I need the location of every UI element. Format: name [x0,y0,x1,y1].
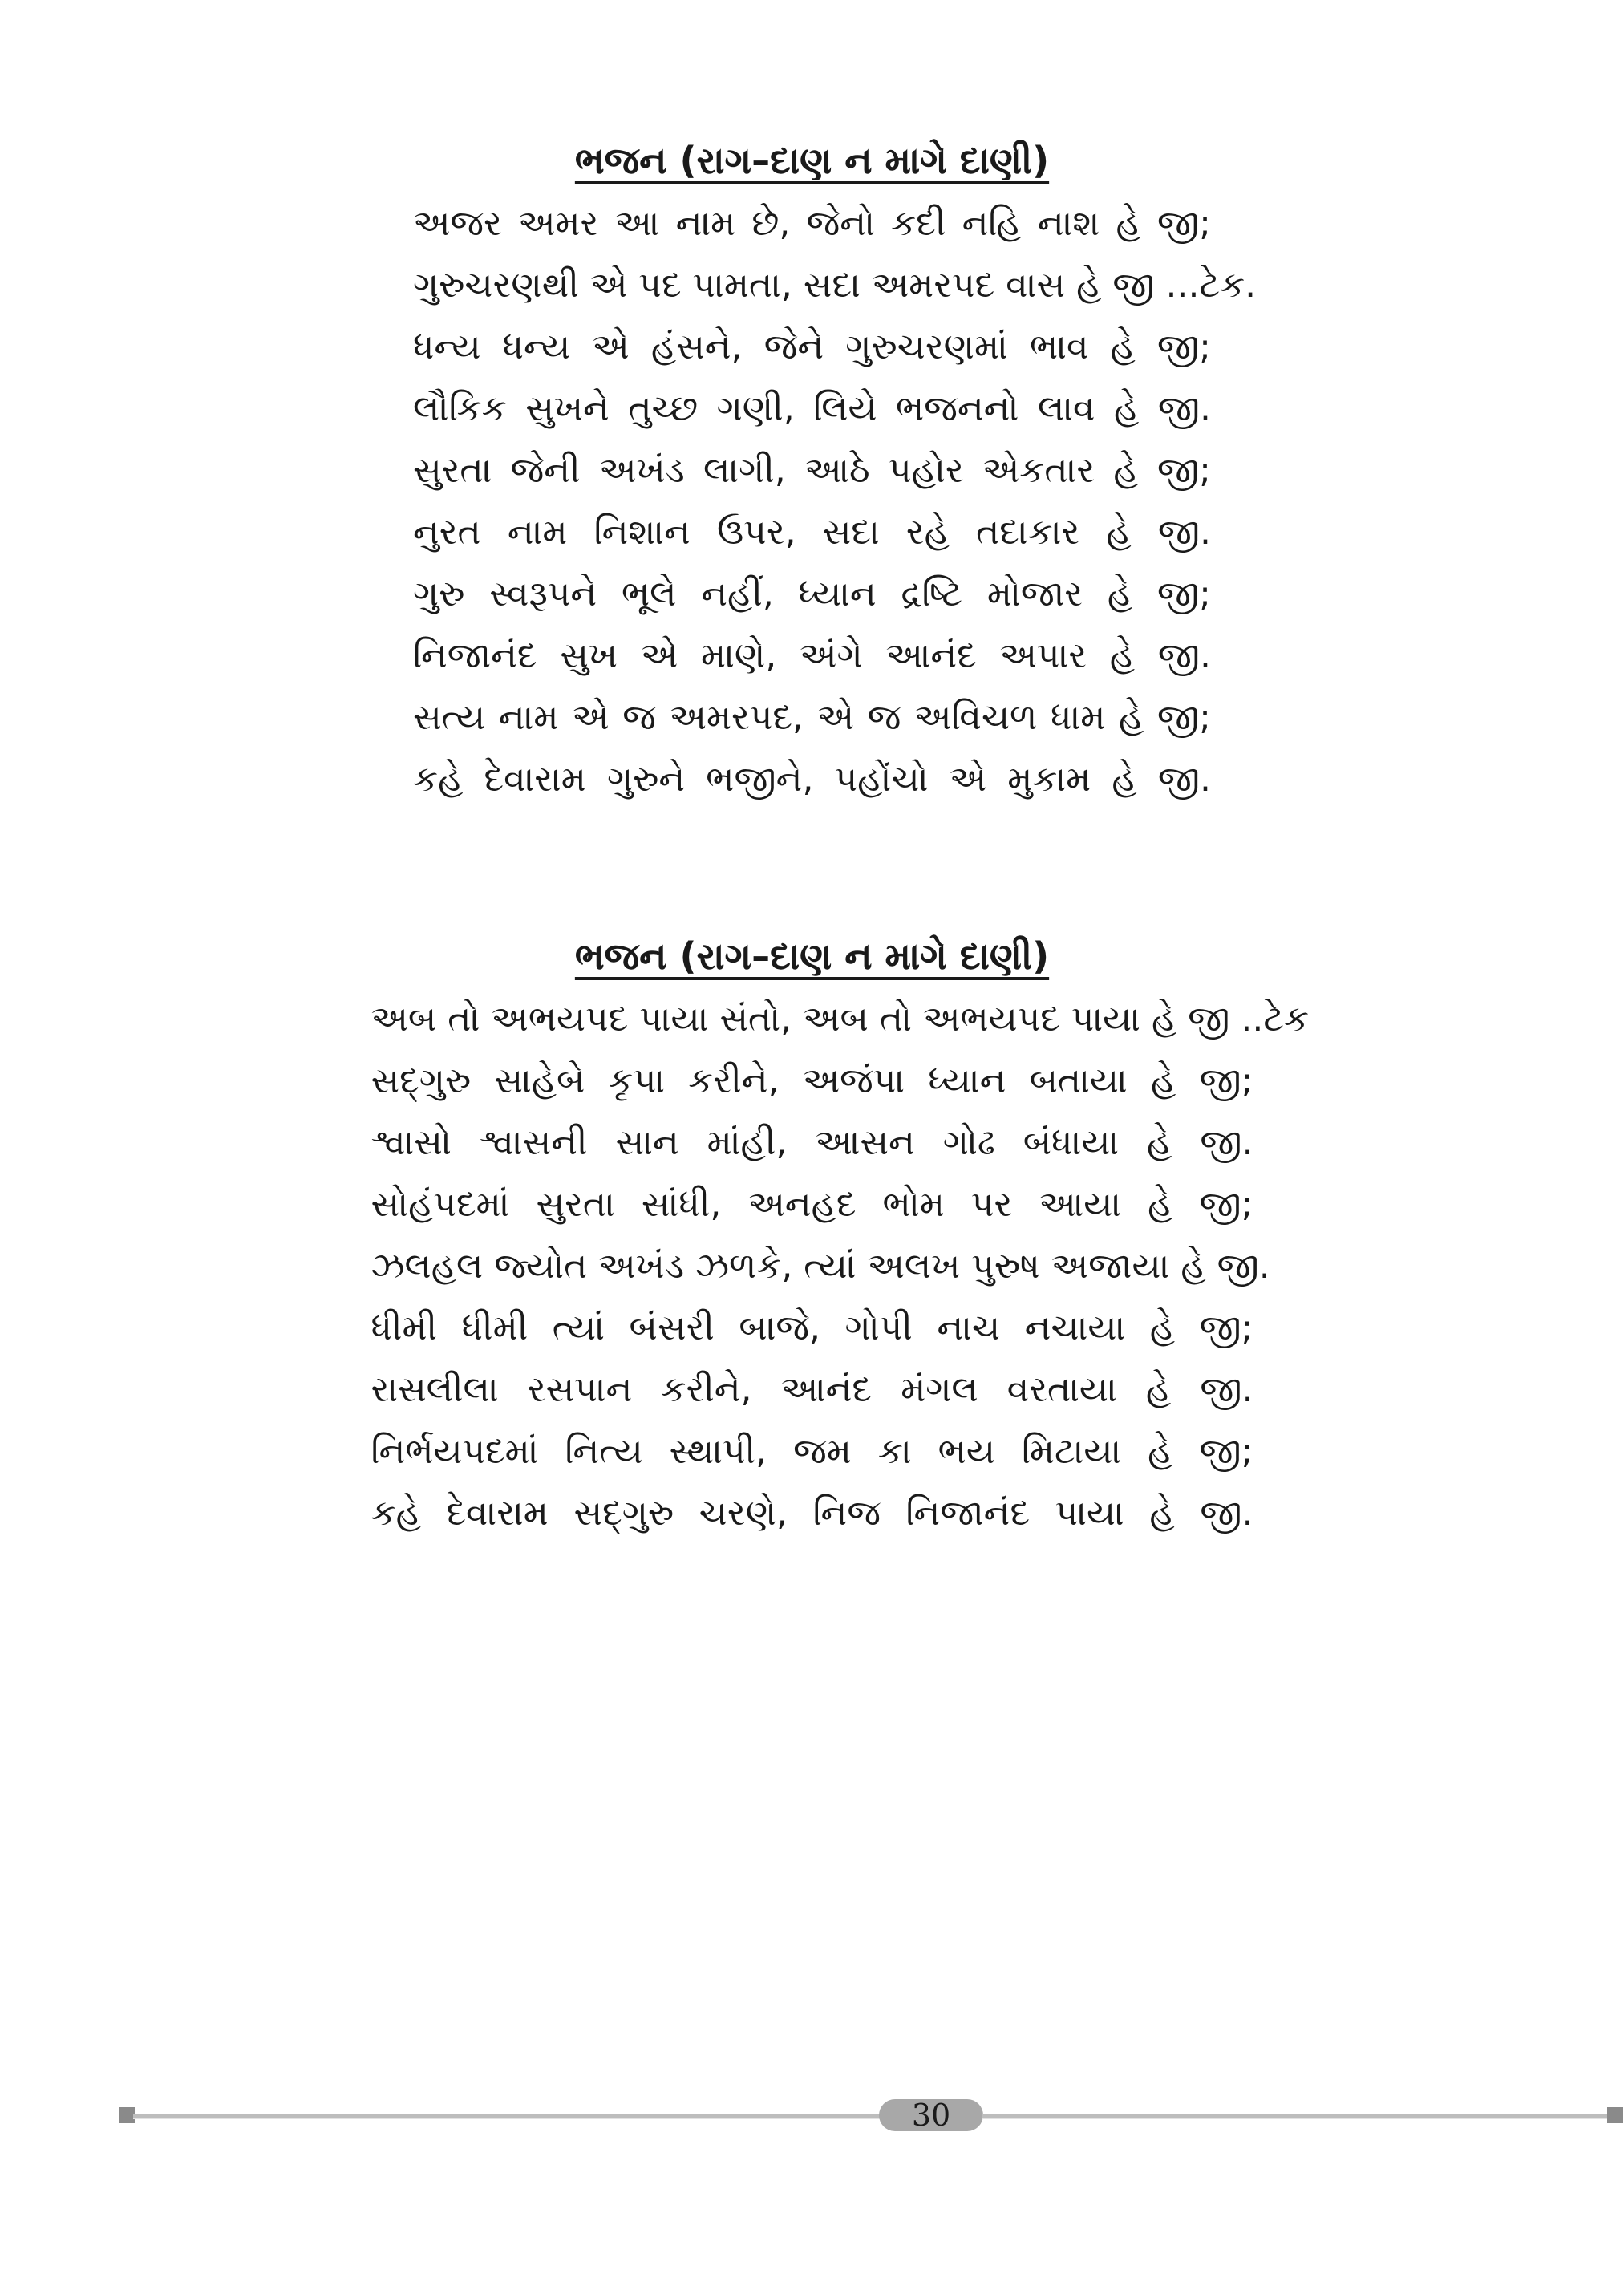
verse-line: લૌકિક સુખને તુચ્છ ગણી, લિયે ભજનનો લાવ હે જી. [413,388,1211,429]
verse-line: સુરતા જેની અખંડ લાગી, આઠે પહોર એકતાર હે જી; [413,450,1211,491]
verse-line: ધીમી ધીમી ત્યાં બંસરી બાજે, ગોપી નાચ નચાયા હે જી; [371,1307,1253,1348]
footer-end-cap-left [119,2107,135,2123]
verse-line: નિજાનંદ સુખ એ માણે, અંગે આનંદ અપાર હે જી. [413,635,1211,676]
verse-line: અજર અમર આ નામ છે, જેનો કદી નહિ નાશ હે જી; [413,203,1211,244]
page-footer [119,2099,1513,2131]
verse-line: ધન્ય ધન્ય એ હંસને, જેને ગુરુચરણમાં ભાવ હે જી; [413,326,1211,367]
verse-line: અબ તો અભયપદ પાયા સંતો, અબ તો અભયપદ પાયા હે જી ..ટેક [371,999,1310,1040]
bhajan-title: ભજન (રાગ–દાણ ન માગે દાણી) [574,139,1050,182]
verse-line: શ્વાસો શ્વાસની સાન માંહી, આસન ગોઢ બંધાયા હે જી. [371,1122,1253,1163]
verse-line: નિર્ભયપદમાં નિત્ય સ્થાપી, જમ કા ભય મિટાયા હે જી; [371,1431,1253,1472]
verse-block [413,193,1257,810]
page-number: 30 [879,2099,983,2131]
verse-line: સદ્‌ગુરુ સાહેબે કૃપા કરીને, અજંપા ધ્યાન બતાયા હે જી; [371,1060,1253,1101]
bhajan-1 [0,136,1624,810]
verse-line: ઝલહલ જ્યોત અખંડ ઝળકે, ત્યાં અલખ પુરુષ અજાયા હે જી. [371,1246,1270,1287]
verse-line: કહે દેવારામ સદ્‌ગુરુ ચરણે, નિજ નિજાનંદ પાયા હે જી. [371,1493,1253,1534]
verse-line: ગુરુ સ્વરૂપને ભૂલે નહીં, ધ્યાન દ્રષ્ટિ મોજાર હે જી; [413,574,1211,614]
verse-line: સોહંપદમાં સુરતા સાંધી, અનહદ ભોમ પર આયા હે જી; [371,1184,1253,1225]
verse-line: રાસલીલા રસપાન કરીને, આનંદ મંગલ વરતાયા હે જી. [371,1369,1253,1410]
verse-line: નુરત નામ નિશાન ઉપર, સદા રહે તદાકાર હે જી. [413,512,1211,553]
bhajan-2 [0,932,1624,1544]
verse-line: સત્ય નામ એ જ અમરપદ, એ જ અવિચળ ધામ હે જી; [413,697,1211,738]
verse-line: ગુરુચરણથી એ પદ પામતા, સદા અમરપદ વાસ હે જી ...ટેક. [413,265,1257,306]
bhajan-title: ભજન (રાગ–દાણ ન માગે દાણી) [574,934,1050,978]
verse-line: કહે દેવારામ ગુરુને ભજીને, પહોંચો એ મુકામ હે જી. [413,759,1211,800]
footer-end-cap-right [1607,2107,1623,2123]
verse-block [371,988,1310,1544]
footer-rule-left [133,2114,881,2119]
footer-rule-right [982,2114,1610,2119]
